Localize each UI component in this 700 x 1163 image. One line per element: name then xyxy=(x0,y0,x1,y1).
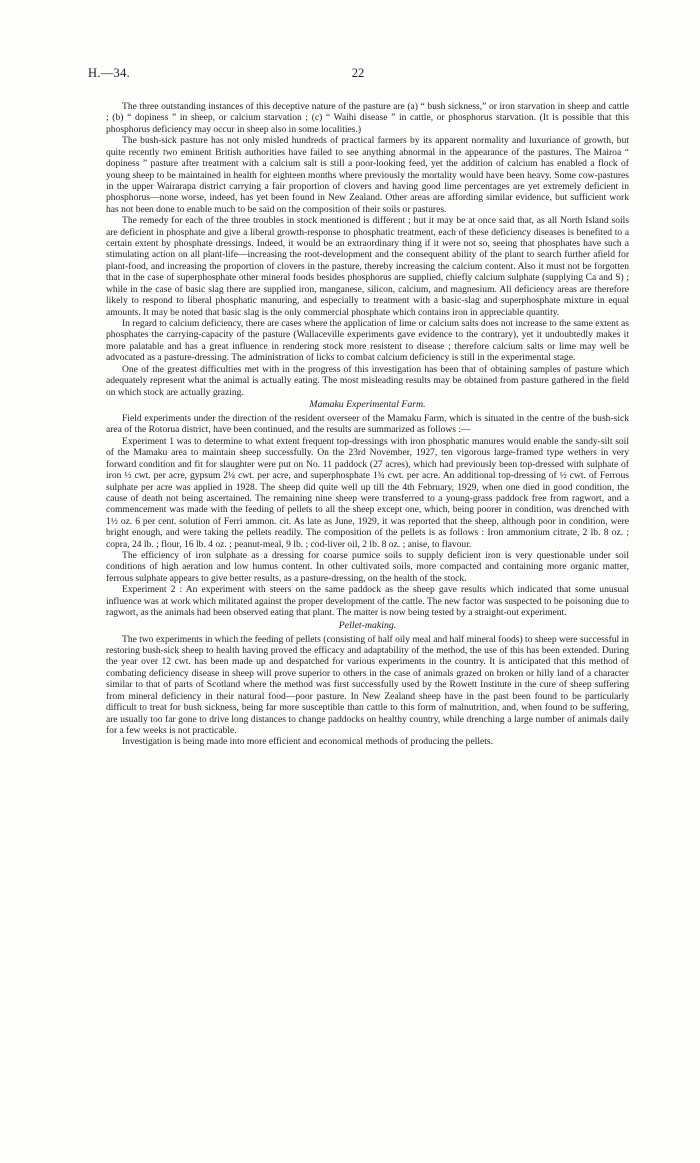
page-header xyxy=(88,66,628,86)
paragraph-calcium-deficiency: In regard to calcium deficiency, there are cases where the application of lime or calcium salts does not increase to the same extent as phosphates the carrying-capacity of the pasture (Wallaceville experiments gave evidence to the contrary), yet it undoubtedly makes it more palatable and has a great influence in rendering stock more resistent to disease ; therefore calcium salts or lime may well be advocated as a pasture-dressing. The administration of licks to combat calcium deficiency is still in the experimental stage. xyxy=(106,318,629,364)
page-number: 22 xyxy=(351,66,365,80)
page-body xyxy=(106,101,629,748)
paragraph-iron-sulphate-efficiency: The efficiency of iron sulphate as a dressing for coarse pumice soils to supply deficient iron is very questionable under soil conditions of high aeration and low humus content. In other cultivated soils, more compacted and containing more organic matter, ferrous sulphate appears to give better results, as a pasture-dressing, on the health of the stock. xyxy=(106,550,629,584)
paragraph-experiment-2: Experiment 2 : An experiment with steers on the same paddock as the sheep gave results which indicated that some unusual influence was at work which militated against the proper development of the cattle. The new factor was suspected to be poisoning due to ragwort, as the animals had been observed eating that plant. The matter is now being tested by a straight-out experiment. xyxy=(106,584,629,619)
paragraph-sampling-difficulties: One of the greatest difficulties met with in the progress of this investigation has been that of obtaining samples of pasture which adequately represent what the animal is actually eating. The most misleading results may be obtained from pasture gathered in the field on which stock are actually grazing. xyxy=(106,363,629,398)
paragraph-remedy: The remedy for each of the three troubles in stock mentioned is different ; but it may be at once said that, as all North Island soils are deficient in phosphate and give a liberal growth-response to phosphatic treatment, each of these deficiency diseases is benefited to a certain extent by phosphate dressings. Indeed, it would be an extraordinary thing if it were not so, seeing that phosphates have such a stimulating action on all plant-life—increasing the root-development and the consequent ability of the plant to search further afield for plant-food, and increasing the proportion of clovers in the pasture, thereby increasing the calcium content. Also it must not be forgotten that in the case of superphosphate other mineral foods besides phosphorus are supplied, chiefly calcium sulphate (supplying Ca and S) ; while in the case of basic slag there are supplied iron, manganese, silicon, calcium, and magnesium. All deficiency areas are therefore likely to respond to liberal phosphatic manuring, and especially to treatment with a basic-slag and superphosphate mixture in equal amounts. It may be noted that basic slag is the only commercial phosphate which contains iron in appreciable quantity. xyxy=(106,215,629,318)
document-reference: H.—34. xyxy=(88,66,131,80)
paragraph-outstanding-instances: The three outstanding instances of this deceptive nature of the pasture are (a) “ bush sickness,” or iron starvation in sheep and cattle ; (b) “ dopiness ” in sheep, or calcium starvation ; (c) “ Waihi disease ” in cattle, or phosphorus starvation. (It is possible that this phosphorus deficiency may occur in sheep also in some localities.) xyxy=(106,101,629,135)
paragraph-pellet-experiments: The two experiments in which the feeding of pellets (consisting of half oily meal and half mineral foods) to sheep were successful in restoring bush-sick sheep to health having proved the efficacy and adaptability of the method, the use of this has been extended. During the year over 12 cwt. has been made up and despatched for various experiments in the country. It is anticipated that this method of combating deficiency disease in sheep will prove superior to others in the case of animals grazed on broken or hilly land of a character similar to that of parts of Scotland where the method was first successfully used by the Rowett Institute in the cure of sheep suffering from mineral deficiency in their natural food—poor pasture. In New Zealand sheep have in the past been found to be particularly difficult to treat for bush sickness, being far more susceptible than cattle to this form of malnutrition, and, when found to be suffering, are usually too far gone to drive long distances to change paddocks on healthy country, while drenching a large number of animals daily for a few weeks is not practicable. xyxy=(106,633,629,736)
paragraph-bush-sick-pasture: The bush-sick pasture has not only misled hundreds of practical farmers by its apparent normality and luxuriance of growth, but quite recently two eminent British authorities have failed to see anything abnormal in the appearance of the pastures. The Mairoa “ dopiness ” pasture after treatment with a calcium salt is still a poor-looking feed, yet the addition of calcium has enabled a flock of young sheep to be maintained in health for eighteen months where previously the mortality would have been heavy. Some cow-pastures in the upper Wairarapa district carrying a fair proportion of clovers and having good lime percentages are yet extremely deficient in phosphorus—none worse, indeed, has yet been found in New Zealand. Other areas are affording similar evidence, but sufficient work has not been done to enable much to be said on the composition of their soils or pastures. xyxy=(106,135,629,215)
section-heading-mamaku-farm: Mamaku Experimental Farm. xyxy=(309,398,426,410)
paragraph-experiment-1: Experiment 1 was to determine to what extent frequent top-dressings with iron phosphatic manures would enable the sandy-silt soil of the Mamaku area to maintain sheep successfully. On the 23rd November, 1927, ten vigorous large-framed type wethers in very forward condition and fit for slaughter were put on No. 11 paddock (27 acres), which had previously been top-dressed with sulphate of iron ½ cwt. per acre, gypsum 2¼ cwt. per acre, and superphosphate 1¾ cwt. per acre. An additional top-dressing of ½ cwt. of Ferrous sulphate per acre was applied in 1928. The sheep did quite well up till the 4th February, 1929, when one died in good condition, the cause of death not being ascertained. The remaining nine sheep were transferred to a young-grass paddock free from ragwort, and a commencement was made with the feeding of pellets to all the sheep except one, which, being poorer in condition, was drenched with 1½ oz. 6 per cent. solution of Ferri ammon. cit. As late as June, 1929, it was reported that the sheep, although poor in condition, were bright enough, and were taking the pellets readily. The composition of the pellets is as follows : Iron ammonium citrate, 2 lb. 8 oz. ; copra, 24 lb. ; flour, 16 lb. 4 oz. ; peanut-meal, 9 lb. ; cod-liver oil, 2 lb. 8 oz. ; anise, to flavour. xyxy=(106,435,629,550)
paragraph-field-experiments: Field experiments under the direction of the resident overseer of the Mamaku Farm, which is situated in the centre of the bush-sick area of the Rotorua district, have been continued, and the results are summarized as follows :— xyxy=(106,412,629,436)
section-heading-pellet-making: Pellet-making. xyxy=(338,619,397,631)
paragraph-pellet-investigation: Investigation is being made into more efficient and economical methods of producing the pellets. xyxy=(122,736,493,748)
